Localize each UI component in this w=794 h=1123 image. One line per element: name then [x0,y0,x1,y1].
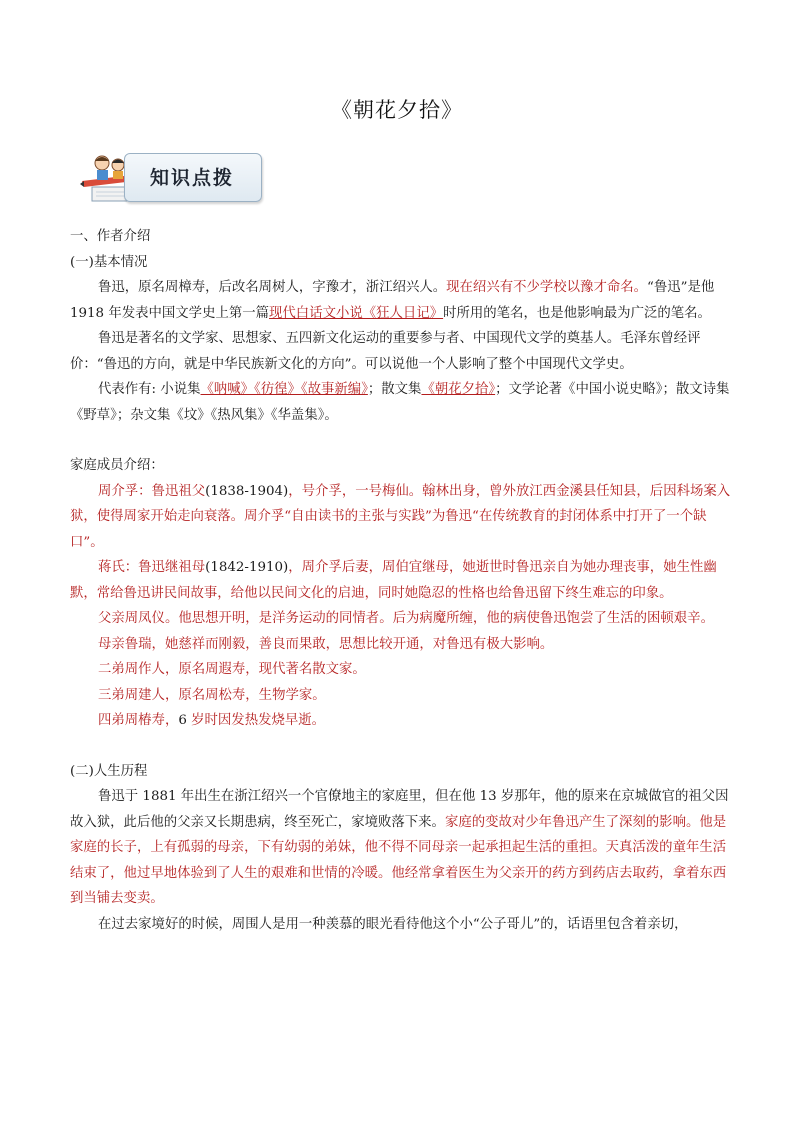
subheading-life: (二)人生历程 [70,763,148,779]
text-run: 鲁迅于 1881 年出生在浙江绍兴一个官僚地主的家庭里，但在他 13 岁那年，他的原来在京城做官的祖父因故入狱，此后他的父亲又长期患病，终至死亡，家境败落下来。 [70,789,729,830]
paragraph-grandfather [70,479,738,556]
badge-label: 知识点拨 [150,167,235,189]
document-body [70,224,738,937]
text-run: 蒋氏：鲁迅继祖母 [98,560,206,575]
link-kuangren-riji[interactable]: 现代白话文小说《狂人日记》 [269,305,444,321]
paragraph-works [70,377,738,428]
section-badge [78,151,262,206]
text-run: “鲁迅”是他 1918 年发表中国文学史上第一篇 [70,280,715,321]
text-run-dates: (1838-1904) [205,483,289,499]
text-run: 鲁迅，原名周樟寿，后改名周树人，字豫才，浙江绍兴人。 [98,280,447,295]
text-run-number: 6 [178,713,187,728]
paragraph-basic-info [70,275,738,326]
paragraph-brother2: 二弟周作人，原名周遐寿，现代著名散文家。 [98,662,366,677]
subheading-basic-info: (一)基本情况 [70,254,148,270]
text-run: ，周介孚后妻，周伯宜继母，她逝世时鲁迅亲自为她办理丧事，她生性幽默，常给鲁迅讲民间故事，给他以民间文化的启迪，同时她隐忍的性格也给鲁迅留下终生难忘的印象。 [70,560,717,601]
paragraph-evaluation: 鲁迅是著名的文学家、思想家、五四新文化运动的重要参与者、中国现代文学的奠基人。毛泽东曾经评价：“鲁迅的方向，就是中华民族新文化的方向”。可以说他一个人影响了整个中国现代文学史。 [70,331,701,372]
text-run: 四弟周椿寿， [98,713,179,728]
text-run: 时所用的笔名，也是他影响最为广泛的笔名。 [443,305,711,321]
paragraph-stepgrandmother [70,555,738,606]
paragraph-life-1 [70,784,738,912]
text-run: 岁时因发热发烧早逝。 [186,713,326,728]
heading-author-intro: 一、作者介绍 [70,229,151,244]
text-run: ；散文集 [367,382,422,397]
paragraph-father: 父亲周凤仪。他思想开明，是洋务运动的同情者。后为病魔所缠，他的病使鲁迅饱尝了生活的困顿艰辛。 [98,611,714,626]
text-run: 周介孚：鲁迅祖父 [98,483,206,499]
link-zhaohua-xishi[interactable]: 《朝花夕拾》 [421,382,496,397]
text-run-dates: (1842-1910) [205,560,289,575]
paragraph-brother4 [70,708,738,734]
text-run: ；文学论著《中国小说史略》；散文诗集《野草》；杂文集《坟》《热风集》《华盖集》。 [70,382,730,423]
text-run: ，号介孚，一号梅仙。翰林出身，曾外放江西金溪县任知县，后因科场案入狱，使得周家开始走向衰落。周介孚“自由读书的主张与实践”为鲁迅“在传统教育的封闭体系中打开了一个缺口”。 [70,483,731,550]
paragraph-brother3: 三弟周建人，原名周松寿，生物学家。 [98,687,326,703]
heading-family: 家庭成员介绍： [70,458,164,473]
spacer [70,734,738,759]
paragraph-mother: 母亲鲁瑞，她慈祥而刚毅，善良而果敢，思想比较开通，对鲁迅有极大影响。 [98,636,554,652]
spacer [70,428,738,453]
paragraph-life-2: 在过去家境好的时候，周围人是用一种羡慕的眼光看待他这个小“公子哥儿”的，话语里包含着亲切， [98,916,688,932]
link-novel-collections[interactable]: 《呐喊》《彷徨》《故事新编》 [200,382,368,397]
page-title: 《朝花夕拾》 [331,98,463,122]
text-run-highlight: 现在绍兴有不少学校以豫才命名。 [446,280,648,295]
text-run-highlight: 家庭的变故对少年鲁迅产生了深刻的影响。他是家庭的长子，上有孤弱的母亲，下有幼弱的弟妹，他不得不同母亲一起承担起生活的重担。天真活泼的童年生活结束了，他过早地体验到了人生的艰难和世情的冷暖。他经常拿着医生为父亲开的药方到药店去取药，拿着东西到当铺去变卖。 [70,814,727,906]
text-run: 代表作有: 小说集 [98,382,201,397]
